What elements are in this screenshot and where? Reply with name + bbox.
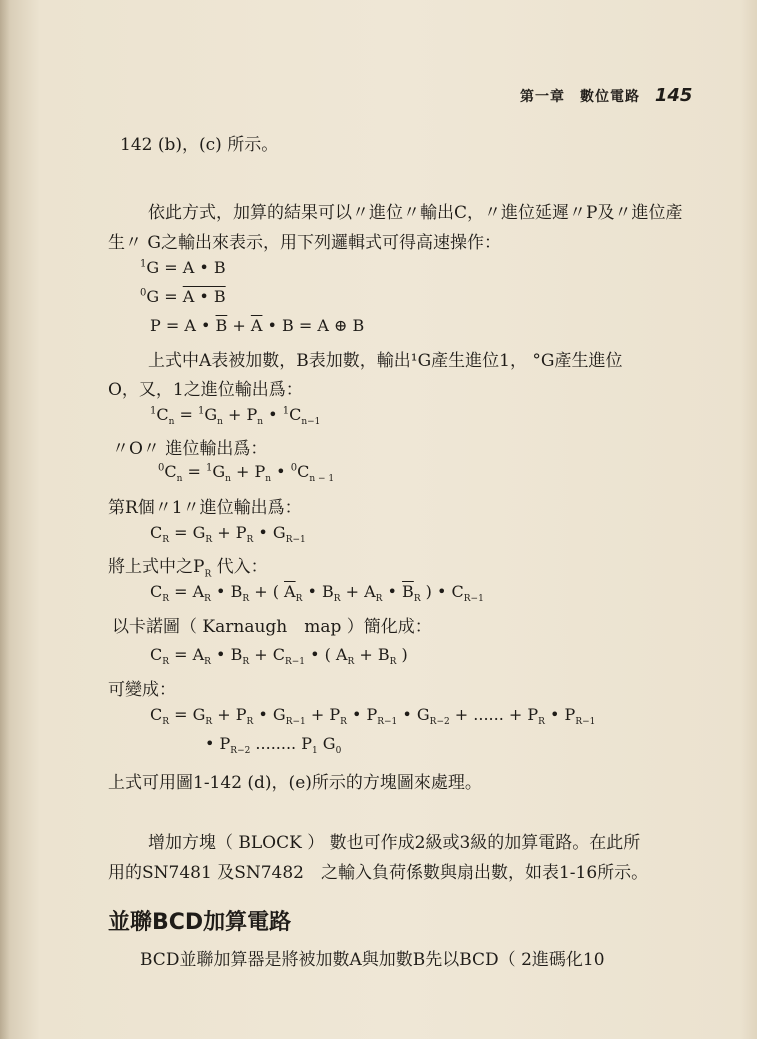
equation: $^0C_n = ^1G_n + P_n$ • $^0C_{n - 1}$ [158,462,335,485]
text-line: 依此方式，加算的結果可以〃進位〃輸出C，〃進位延遲〃P及〃進位產 [148,203,683,223]
text-line: 〃O〃 進位輸出爲： [112,439,268,459]
equation: $C_R = G_R + P_R$ • $G_{R-1} + P_R$ • $P_{R-1}$ • $G_{R-2}$ + ...... + $P_R$ • $P_{R-1}$ [150,705,596,728]
equation: P = A • $\overline{B} + \overline{A}$ • B = A ⊕ B [150,316,365,335]
running-header [520,85,720,106]
equation: $^0$G = A • B [140,287,226,306]
text-line: 上式可用圖1-142 (d)，(e)所示的方塊圖來處理。 [108,773,482,793]
text-line: 可變成： [108,680,176,700]
equation: $C_R = A_R$ • $B_R + C_{R-1}$ • ( $A_R + B_R$ ) [150,645,408,668]
equation: $^1$G = A • B [140,258,226,277]
text-line: 生〃 G之輸出來表示，用下列邏輯式可得高速操作： [108,233,501,253]
equation: • $P_{R-2}$ ........ $P_1$ $G_0$ [205,734,342,757]
equation: $C_R = A_R$ • $B_R$ + ( $\overline{A}_R$ • $B_R + A_R$ • $\overline{B}_R$ ) • $C_{R-1}$ [150,582,484,605]
text-line: 第R個〃1〃進位輸出爲： [108,498,302,518]
text-line: 以卡諾圖（ Karnaugh map ）簡化成： [112,617,432,637]
equation: $^1C_n = ^1G_n + P_n$ • $^1C_{n-1}$ [150,405,321,428]
text-line: 142 (b)，(c) 所示。 [120,135,279,155]
text-line: 增加方塊（ BLOCK ） 數也可作成2級或3級的加算電路。在此所 [148,833,641,853]
section-heading: 並聯BCD加算電路 [108,910,292,935]
text-line: BCD並聯加算器是將被加數A與加數B先以BCD（ 2進碼化10 [140,950,605,970]
text-line: 將上式中之$P_R$ 代入： [108,557,268,580]
chapter-title: 第一章 數位電路 [520,89,640,105]
text-line: 上式中A表被加數，B表加數，輸出¹G產生進位1， °G產生進位 [148,351,623,371]
text-line: 用的SN7481 及SN7482 之輸入負荷係數與扇出數，如表1-16所示。 [108,863,649,883]
page-number: 145 [654,85,693,106]
equation: $C_R = G_R + P_R$ • $G_{R-1}$ [150,523,306,546]
text-line: O，又，1之進位輸出爲： [108,380,303,400]
